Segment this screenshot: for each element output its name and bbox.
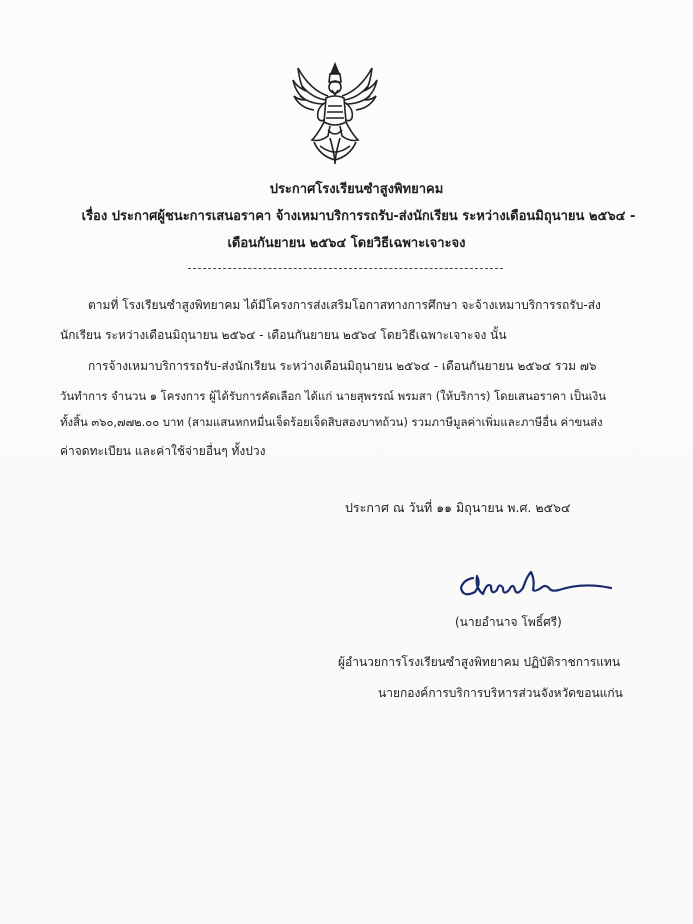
signatory-name: (นายอำนาจ โพธิ์ศรี): [455, 615, 562, 629]
garuda-emblem-icon: [290, 60, 380, 170]
body-line-3: การจ้างเหมาบริการรถรับ-ส่งนักเรียน ระหว่างเดือนมิถุนายน ๒๕๖๔ - เดือนกันยายน ๒๕๖๔ รวม ๗๖: [88, 359, 597, 373]
subject-line-1: เรื่อง ประกาศผู้ชนะการเสนอราคา จ้างเหมาบริการรถรับ-ส่งนักเรียน ระหว่างเดือนมิถุนายน ๒๕๖๔ -: [81, 209, 636, 224]
body-line-4: วันทำการ จำนวน ๑ โครงการ ผู้ได้รับการคัดเลือก ได้แก่ นายสุพรรณ์ พรมสา (ให้บริการ) โดยเสนอราคา เป็นเงิน: [60, 389, 607, 403]
body-line-1: ตามที่ โรงเรียนซำสูงพิทยาคม ได้มีโครงการส่งเสริมโอกาสทางการศึกษา จะจ้างเหมาบริการรถรับ-ส่ง: [88, 298, 601, 312]
handwritten-signature: [455, 562, 615, 608]
body-line-6: ค่าจดทะเบียน และค่าใช้จ่ายอื่นๆ ทั้งปวง: [60, 444, 266, 458]
announcement-date: ประกาศ ณ วันที่ ๑๑ มิถุนายน พ.ศ. ๒๕๖๔: [345, 500, 571, 515]
signatory-position-2: นายกองค์การบริการบริหารส่วนจังหวัดขอนแก่น: [378, 686, 623, 700]
announcement-title: ประกาศโรงเรียนซำสูงพิทยาคม: [269, 182, 444, 197]
body-line-5: ทั้งสิ้น ๓๖๐,๗๗๒.๐๐ บาท (สามแสนหกหมื่นเจ็ดร้อยเจ็ดสิบสองบาทถ้วน) รวมภาษีมูลค่าเพิ่มและภาษีอื่น ค่าขนส่ง: [60, 415, 603, 429]
body-line-2: นักเรียน ระหว่างเดือนมิถุนายน ๒๕๖๔ - เดือนกันยายน ๒๕๖๔ โดยวิธีเฉพาะเจาะจง นั้น: [60, 328, 507, 342]
signatory-position-1: ผู้อำนวยการโรงเรียนซำสูงพิทยาคม ปฏิบัติราชการแทน: [338, 655, 621, 669]
subject-line-2: เดือนกันยายน ๒๕๖๔ โดยวิธีเฉพาะเจาะจง: [227, 236, 466, 251]
divider-line: [188, 268, 503, 269]
